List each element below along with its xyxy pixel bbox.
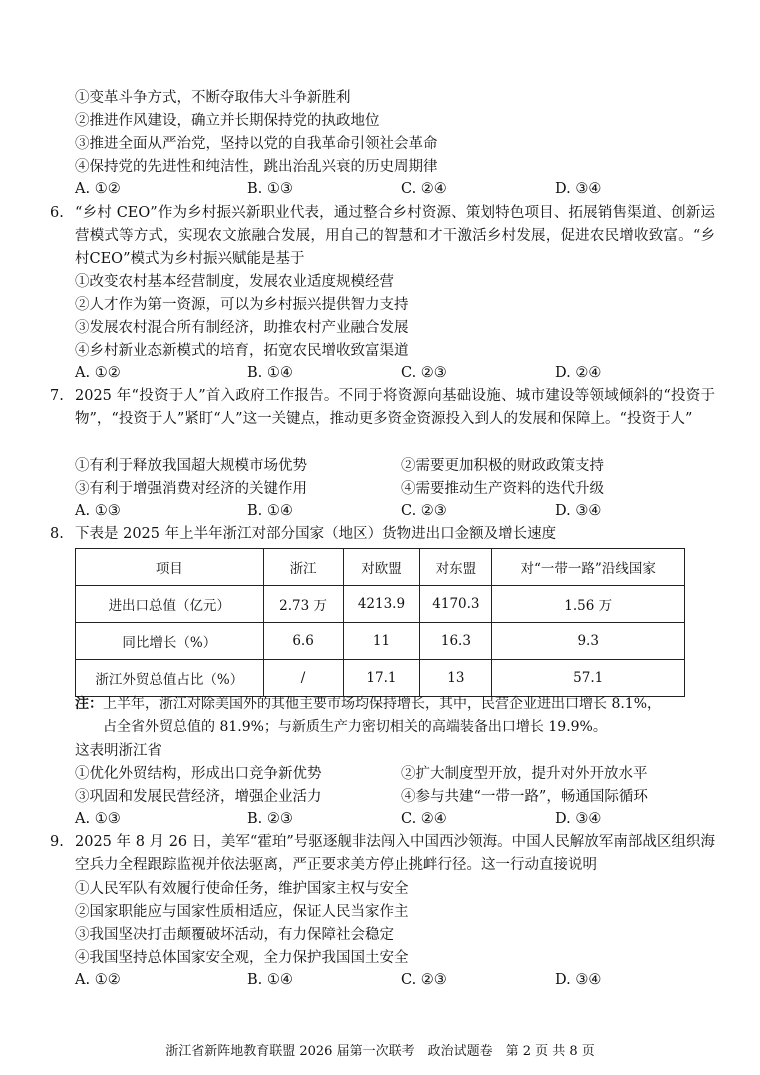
q8-lead: 这表明浙江省 (75, 743, 162, 759)
q8-note-line-1 (75, 693, 715, 716)
q7-options (75, 501, 715, 521)
q7-number: 7. (50, 388, 64, 404)
table-cell: 57.1 (492, 660, 685, 697)
q5-item-1: ①变革斗争方式，不断夺取伟大斗争新胜利 (75, 90, 351, 106)
q5-item-3: ③推进全面从严治党，坚持以党的自我革命引领社会革命 (75, 136, 438, 152)
q8-item-3: ③巩固和发展民营经济，增强企业活力 (75, 789, 322, 805)
q7-items-row-2 (75, 479, 715, 499)
q9-option-b[interactable]: B. ①④ (247, 972, 293, 988)
q6-item-3: ③发展农村混合所有制经济，助推农村产业融合发展 (75, 320, 409, 336)
table-cell: 1.56 万 (492, 586, 685, 623)
q8-option-a[interactable]: A. ①③ (75, 811, 121, 827)
q6-number: 6. (50, 205, 64, 221)
table-cell: 13 (420, 660, 492, 697)
q6-stem: “乡村 CEO”作为乡村振兴新职业代表，通过整合乡村资源、策划特色项目、拓展销售渠道、创新运营模式等方式，实现农文旅融合发展，用自己的智慧和才干激活乡村发展，促进农民增收致富。“乡村CEO”模式为乡村振兴赋能是基于 (75, 205, 715, 267)
table-cell: 2.73 万 (263, 586, 343, 623)
table-row (76, 660, 685, 697)
q7-option-c[interactable]: C. ②③ (401, 503, 447, 519)
q5-option-b[interactable]: B. ①③ (247, 181, 293, 197)
table-header: 对东盟 (420, 549, 492, 586)
table-cell: / (263, 660, 343, 697)
q5-item-2: ②推进作风建设，确立并长期保持党的执政地位 (75, 113, 380, 129)
table-header-row (76, 549, 685, 586)
q8-items-row-1 (75, 764, 715, 784)
table-row (76, 623, 685, 660)
q8-item-4: ④参与共建“一带一路”，畅通国际循环 (401, 789, 648, 805)
table-header: 对“一带一路”沿线国家 (492, 549, 685, 586)
q5-option-c[interactable]: C. ②④ (401, 181, 447, 197)
q7-items-row-1 (75, 456, 715, 476)
table-cell: 浙江外贸总值占比（%） (76, 660, 264, 697)
q5-options (75, 179, 715, 199)
q9-item-4: ④我国坚持总体国家安全观，全力保护我国国土安全 (75, 950, 409, 966)
table-cell: 17.1 (343, 660, 420, 697)
q6-option-d[interactable]: D. ②④ (555, 365, 602, 381)
page-footer: 浙江省新阵地教育联盟 2026 届第一次联考 政治试题卷 第 2 页 共 8 页 (165, 1044, 595, 1059)
q6-item-1: ①改变农村基本经营制度，发展农业适度规模经营 (75, 274, 394, 290)
q9-item-3: ③我国坚决打击颠覆破坏活动，有力保障社会稳定 (75, 927, 394, 943)
q7-option-d[interactable]: D. ③④ (555, 503, 602, 519)
q8-option-c[interactable]: C. ②④ (401, 811, 447, 827)
table-cell: 6.6 (263, 623, 343, 660)
q7-stem: 2025 年“投资于人”首入政府工作报告。不同于将资源向基础设施、城市建设等领域倾斜的“投资于物”，“投资于人”紧盯“人”这一关键点，推动更多资金资源投入到人的发展和保障上。“投资于人” (75, 388, 715, 427)
q9-option-c[interactable]: C. ②③ (401, 972, 447, 988)
table-row (76, 586, 685, 623)
table-cell: 同比增长（%） (76, 623, 264, 660)
q8-item-1: ①优化外贸结构，形成出口竞争新优势 (75, 766, 322, 782)
q8-option-b[interactable]: B. ②③ (247, 811, 293, 827)
q6-item-2: ②人才作为第一资源，可以为乡村振兴提供智力支持 (75, 297, 409, 313)
q8-number: 8. (50, 526, 64, 542)
q8-stem: 下表是 2025 年上半年浙江对部分国家（地区）货物进出口金额及增长速度 (75, 526, 557, 542)
q8-note-label: 注： (75, 696, 103, 712)
table-cell: 进出口总值（亿元） (76, 586, 264, 623)
q8-items-row-2 (75, 787, 715, 807)
q7-item-2: ②需要更加积极的财政政策支持 (401, 458, 604, 474)
q7-item-4: ④需要推动生产资料的迭代升级 (401, 481, 604, 497)
table-cell: 16.3 (420, 623, 492, 660)
q8-option-d[interactable]: D. ③④ (555, 811, 602, 827)
q8-note-line-2: 占全省外贸总值的 81.9%；与新质生产力密切相关的高端装备出口增长 19.9%。 (103, 719, 607, 735)
q9-stem: 2025 年 8 月 26 日，美军“霍珀”号驱逐舰非法闯入中国西沙领海。中国人民解放军南部战区组织海空兵力全程跟踪监视并依法驱离，严正要求美方停止挑衅行径。这一行动直接说明 (75, 834, 715, 873)
q5-option-d[interactable]: D. ③④ (555, 181, 602, 197)
table-cell: 4170.3 (420, 586, 492, 623)
q6-option-a[interactable]: A. ①② (75, 365, 121, 381)
q5-option-a[interactable]: A. ①② (75, 181, 121, 197)
q9-item-1: ①人民军队有效履行使命任务，维护国家主权与安全 (75, 881, 409, 897)
q6-option-b[interactable]: B. ①④ (247, 365, 293, 381)
q8-options (75, 809, 715, 829)
q9-option-d[interactable]: D. ③④ (555, 972, 602, 988)
q7-option-b[interactable]: B. ①④ (247, 503, 293, 519)
q8-note-text-1: 上半年，浙江对除美国外的其他主要市场均保持增长，其中，民营企业进出口增长 8.1%， (103, 696, 662, 712)
table-header: 浙江 (263, 549, 343, 586)
q7-item-3: ③有利于增强消费对经济的关键作用 (75, 481, 307, 497)
table-header: 对欧盟 (343, 549, 420, 586)
table-cell: 11 (343, 623, 420, 660)
q9-option-a[interactable]: A. ①② (75, 972, 121, 988)
q5-item-4: ④保持党的先进性和纯洁性，跳出治乱兴衰的历史周期律 (75, 159, 438, 175)
q6-options (75, 363, 715, 383)
q8-item-2: ②扩大制度型开放，提升对外开放水平 (401, 766, 648, 782)
table-cell: 4213.9 (343, 586, 420, 623)
q7-item-1: ①有利于释放我国超大规模市场优势 (75, 458, 307, 474)
q9-options (75, 970, 715, 990)
q6-option-c[interactable]: C. ②③ (401, 365, 447, 381)
q6-item-4: ④乡村新业态新模式的培育，拓宽农民增收致富渠道 (75, 343, 409, 359)
table-header: 项目 (76, 549, 264, 586)
q9-item-2: ②国家职能应与国家性质相适应，保证人民当家作主 (75, 904, 409, 920)
table-cell: 9.3 (492, 623, 685, 660)
q9-number: 9. (50, 834, 64, 850)
trade-table (75, 548, 685, 697)
q7-option-a[interactable]: A. ①③ (75, 503, 121, 519)
